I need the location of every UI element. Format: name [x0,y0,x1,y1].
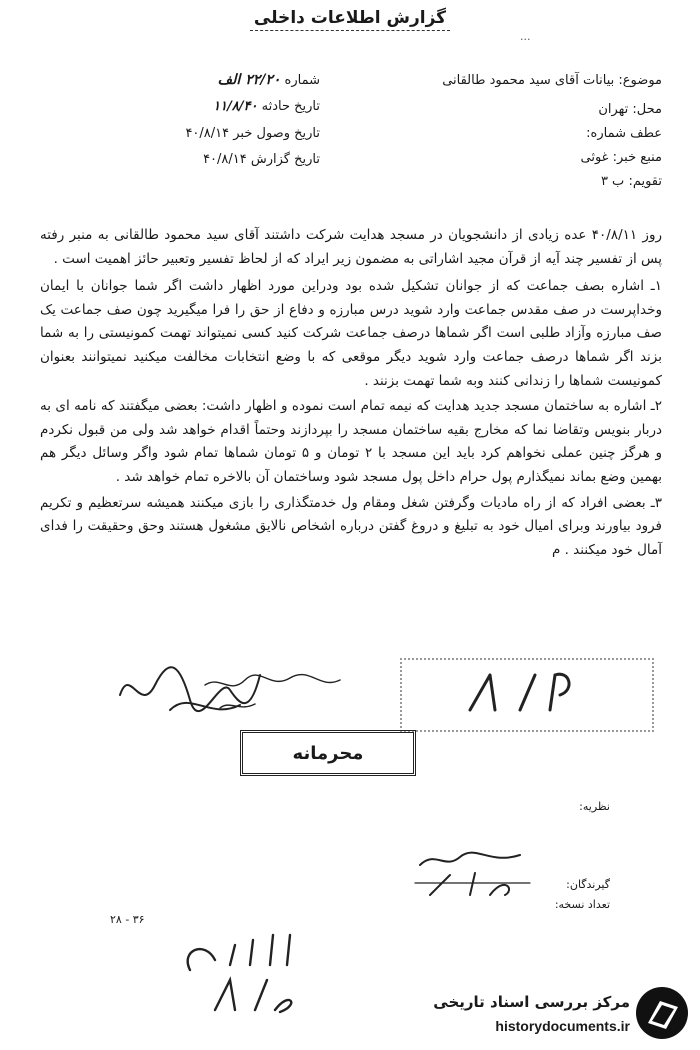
recipients-handwriting [410,845,540,905]
source-label: منبع خبر: [612,150,662,165]
event-date-row [150,99,320,114]
number-row [150,72,320,88]
place-row [362,102,662,117]
body-point-1: ۱ـ اشاره بصف جماعت که از جوانان تشکیل شده بود ودراین مورد اظهار داشت اگر شما جوانان با ایمان وخداپرست در صف مقدس جماعت وارد شوید درس مبارزه و دفاع از حق را فرا میگیرید چون صف جماعت یک صف مبارزه وآزاد طلبی است اگر شماها درصف جماعت شرکت کنید کسی نمیتواند تهمت کمونیستی را به شما بزند اگر شماها درصف جماعت وارد شوید دیگر موقعی که با وضع انتخابات مخالفت میکنید نمیتوانند بعنوان کمونیست شماها را زندانی کنند وبه شما تهمت بزنند . [40,278,662,389]
recipients-label: گیرندگان: [566,878,610,891]
bottom-handwriting [175,930,305,1020]
place-label: محل: [632,102,662,117]
logo-url: historydocuments.ir [495,1018,630,1034]
logo-name: مرکز بررسی اسناد تاریخی [433,993,630,1011]
subject-row [362,73,662,88]
handwritten-number [450,665,600,720]
bottom-reference: ۲۸ - ۳۶ [110,913,145,926]
receive-date-label: تاریخ وصول خبر [233,126,320,141]
receive-date-value: ۴۰/۸/۱۴ [185,126,230,141]
affiliation-row [362,126,662,141]
report-body [40,224,662,562]
event-date-label: تاریخ حادثه [261,99,320,114]
opinion-label: نظریه: [579,800,610,813]
evaluation-value: ب ۳ [600,174,625,189]
report-date-label: تاریخ گزارش [250,152,320,167]
copies-label: تعداد نسخه: [554,898,610,911]
body-intro: روز ۴۰/۸/۱۱ عده زیادی از دانشجویان در مسجد هدایت شرکت داشتند آقای سید محمود طالقانی به منبر رفته پس از تفسیر چند آیه از قرآن مجید اشاراتی به مضمون زیر ایراد که از لحاظ تفسیر وتعبیر حائز اهمیت است . [40,227,662,267]
page-title: گزارش اطلاعات داخلی [250,8,450,31]
body-point-3: ۳ـ بعضی افراد که از راه مادیات وگرفتن شغل ومقام ول خدمتگذاری را بازی میکنند همیشه سرتعظیم و تکریم فرود بیاورند وبرای امیال خود به تبلیغ و دروغ گفتن درباره اشخاص نالایق مشغول هستند وحق وحقیقت را فدای آمال خود میکنند . م [40,494,662,558]
evaluation-label: تقویم: [628,174,662,189]
source-value: غوثی [580,150,609,165]
sign-note-scribble [200,660,350,715]
body-point-2: ۲ـ اشاره به ساختمان مسجد جدید هدایت که نیمه تمام است نموده و اظهار داشت: بعضی میگفتند که نامه ای به دربار بنویس وتقاضا نما که مخارج بقیه ساختمان مسجد را بپردازند وحتماً اقدام خواهد شد ولی من قبول نکردم و هرگز چنین عملی نخواهم کرد باید این مسجد با ۲ تومان و ۵ تومان شماها تمام شود واگر وسائل دیگر هم بهمین وضع بماند نمیگذارم پول حرام داخل پول مسجد شود وساختمان آن بالاخره تمام خواهد شد . [40,398,663,485]
number-label: شماره [284,73,320,88]
affiliation-label: عطف شماره: [586,126,662,141]
event-date-value: ۱۱/۸/۴۰ [213,99,258,114]
evaluation-row [362,174,662,189]
subject-value: بیانات آقای سید محمود طالقانی [442,73,615,88]
subject-label: موضوع: [618,73,662,88]
corner-mark: ... [520,30,531,43]
receive-date-row [150,126,320,141]
source-row [362,150,662,165]
confidential-stamp: محرمانه [240,730,416,776]
book-logo-icon [634,985,690,1041]
report-date-value: ۴۰/۸/۱۴ [203,152,247,167]
number-value: ۲۲/۲۰ الف [217,72,281,88]
report-date-row [150,152,320,167]
place-value: تهران [598,102,629,117]
